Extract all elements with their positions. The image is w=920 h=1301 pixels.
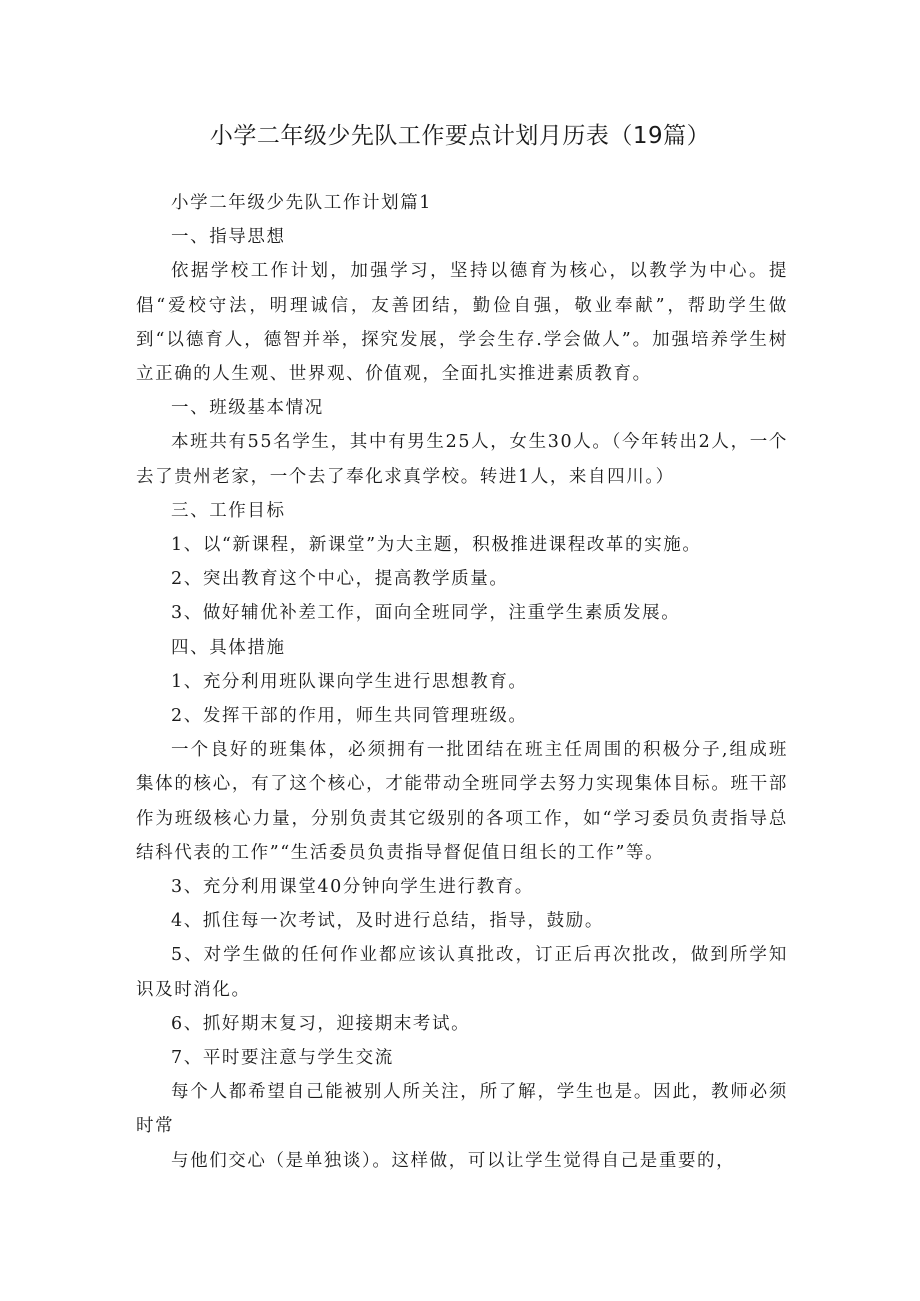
body-paragraph: 与他们交心（是单独谈）。这样做，可以让学生觉得自己是重要的， <box>171 1150 736 1171</box>
list-item: 2、发挥干部的作用，师生共同管理班级。 <box>171 706 528 727</box>
document-title: 小学二年级少先队工作要点计划月历表（19篇） <box>209 123 711 149</box>
list-item: 5、对学生做的任何作业都应该认真批改，订正后再次批改，做到所学知识及时消化。 <box>136 945 788 1000</box>
body-paragraph: 一个良好的班集体，必须拥有一批团结在班主任周围的积极分子,组成班集体的核心，有了这个核心，才能带动全班同学去努力实现集体目标。班干部作为班级核心力量，分别负责其它级别的各项工作，如“学习委员负责指导总结科代表的工作”“生活委员负责指导督促值日组长的工作”等。 <box>136 740 788 863</box>
list-item: 4、抓住每一次考试，及时进行总结，指导，鼓励。 <box>171 911 604 932</box>
section-heading: 一、班级基本情况 <box>171 398 324 419</box>
list-item: 3、做好辅优补差工作，面向全班同学，注重学生素质发展。 <box>171 603 681 624</box>
section-heading: 三、工作目标 <box>171 500 286 521</box>
section-heading: 四、具体措施 <box>171 637 286 658</box>
list-item: 7、平时要注意与学生交流 <box>171 1048 394 1069</box>
list-item: 1、以“新课程，新课堂”为大主题，积极推进课程改革的实施。 <box>171 535 702 556</box>
body-paragraph: 每个人都希望自己能被别人所关注，所了解，学生也是。因此，教师必须时常 <box>136 1082 788 1137</box>
body-paragraph: 依据学校工作计划，加强学习，坚持以德育为核心，以教学为中心。提倡“爱校守法，明理诚信，友善团结，勤俭自强，敬业奉献”，帮助学生做到“以德育人，德智并举，探究发展，学会生存.学会做人”。加强培养学生树立正确的人生观、世界观、价值观，全面扎实推进素质教育。 <box>136 261 788 385</box>
document-body <box>136 186 788 1178</box>
list-item: 6、抓好期末复习，迎接期末考试。 <box>171 1013 471 1034</box>
list-item: 2、突出教育这个中心，提高教学质量。 <box>171 569 509 590</box>
list-item: 3、充分利用课堂40分钟向学生进行教育。 <box>171 877 534 898</box>
body-paragraph: 本班共有55名学生，其中有男生25人，女生30人。（今年转出2人，一个去了贵州老家，一个去了奉化求真学校。转进1人，来自四川。） <box>136 432 788 487</box>
list-item: 1、充分利用班队课向学生进行思想教育。 <box>171 671 528 692</box>
section-heading: 一、指导思想 <box>171 227 286 248</box>
section-heading: 小学二年级少先队工作计划篇1 <box>171 193 433 213</box>
